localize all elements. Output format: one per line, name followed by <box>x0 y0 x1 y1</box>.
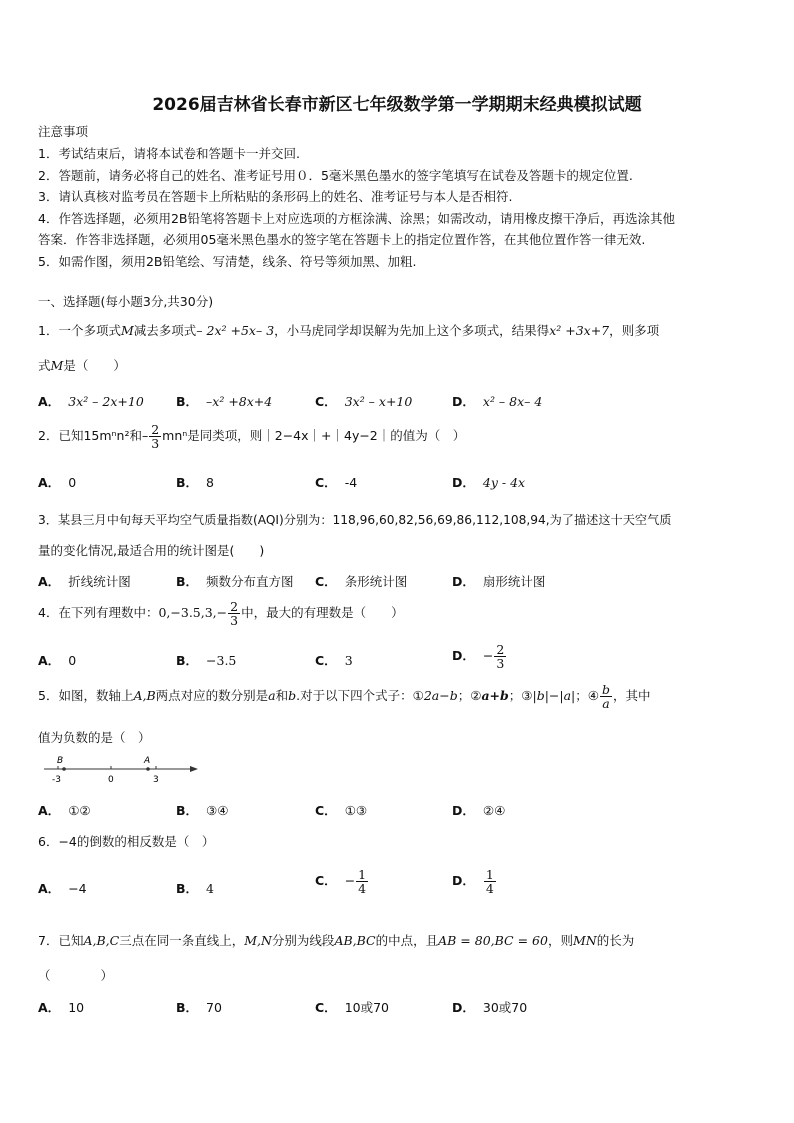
q4-option-c[interactable]: C． 3 <box>315 653 353 668</box>
notice-item-4: 4．作答选择题，必须用2B铅笔将答题卡上对应选项的方框涂满、涂黑；如需改动，请用橡皮擦干净后，再选涂其他 <box>38 211 675 226</box>
fraction: $\frac{2}{3}$ <box>151 422 160 452</box>
notice-item-1: 1．考试结束后，请将本试卷和答题卡一并交回. <box>38 146 300 161</box>
tick-label: 3 <box>153 775 159 785</box>
q3-option-d[interactable]: D． 扇形统计图 <box>452 574 546 589</box>
q6-option-c[interactable]: C． − $\frac{1}{4}$ <box>315 867 367 897</box>
section-heading: 一、选择题(每小题3分,共30分) <box>38 294 214 309</box>
q7-option-b[interactable]: B． 70 <box>176 1000 222 1015</box>
label-a: A <box>144 756 151 766</box>
tick-label: -3 <box>52 775 61 785</box>
notice-item-5: 5．如需作图，须用2B铅笔绘、写清楚，线条、符号等须加黑、加粗. <box>38 254 417 269</box>
q1-option-b[interactable]: B． –x² +8x+4 <box>176 394 273 409</box>
question-1-cont: 式M是（ ） <box>38 358 126 373</box>
q5-option-a[interactable]: A． ①② <box>38 803 91 818</box>
fraction: $\frac{2}{3}$ <box>496 642 505 672</box>
point-b <box>62 767 66 771</box>
q7-option-c[interactable]: C． 10或70 <box>315 1000 389 1015</box>
q3-option-c[interactable]: C． 条形统计图 <box>315 574 408 589</box>
q2-option-b[interactable]: B． 8 <box>176 475 214 490</box>
fraction: $\frac{1}{4}$ <box>485 867 494 897</box>
q2-option-d[interactable]: D． 4y - 4x <box>452 475 526 490</box>
number-line-figure <box>38 752 203 786</box>
label-b: B <box>57 756 64 766</box>
q4-option-a[interactable]: A． 0 <box>38 653 77 668</box>
question-4: 4．在下列有理数中：0,−3.5,3,− $\frac{2}{3}$ 中，最大的有理数是（ ） <box>38 599 404 629</box>
q2-option-a[interactable]: A． 0 <box>38 475 77 490</box>
question-3: 3．某县三月中旬每天平均空气质量指数(AQI)分别为：118,96,60,82,56,69,86,112,108,94,为了描述这十天空气质 <box>38 513 672 527</box>
q3-option-a[interactable]: A． 折线统计图 <box>38 574 131 589</box>
q2-option-c[interactable]: C． -4 <box>315 475 358 490</box>
axis-arrow-icon <box>190 766 198 772</box>
notice-item-3: 3．请认真核对监考员在答题卡上所粘贴的条形码上的姓名、准考证号与本人是否相符. <box>38 189 513 204</box>
q5-option-b[interactable]: B． ③④ <box>176 803 229 818</box>
q1-option-d[interactable]: D． x² – 8x– 4 <box>452 394 543 409</box>
q3-option-b[interactable]: B． 频数分布直方图 <box>176 574 294 589</box>
q5-option-c[interactable]: C． ①③ <box>315 803 368 818</box>
notice-item-2: 2．答题前，请务必将自己的姓名、准考证号用０．5毫米黑色墨水的签字笔填写在试卷及答题卡的规定位置. <box>38 168 633 183</box>
q6-option-d[interactable]: D． $\frac{1}{4}$ <box>452 867 494 897</box>
tick-label: 0 <box>108 775 114 785</box>
question-6: 6．−4的倒数的相反数是（ ） <box>38 834 215 849</box>
q1-option-a[interactable]: A． 3x² – 2x+10 <box>38 394 144 409</box>
question-5-cont: 值为负数的是（ ） <box>38 730 151 745</box>
q5-option-d[interactable]: D． ②④ <box>452 803 506 818</box>
question-1: 1．一个多项式M减去多项式– 2x² +5x– 3，小马虎同学却误解为先加上这个多项式，结果得x² +3x+7，则多项 <box>38 323 660 338</box>
q7-option-d[interactable]: D． 30或70 <box>452 1000 528 1015</box>
fraction: $\frac{2}{3}$ <box>230 599 239 629</box>
page-title: 2026届吉林省长春市新区七年级数学第一学期期末经典模拟试题 <box>152 95 642 115</box>
q4-option-d[interactable]: D． − $\frac{2}{3}$ <box>452 642 505 672</box>
q7-option-a[interactable]: A． 10 <box>38 1000 85 1015</box>
question-3-cont: 量的变化情况,最适合用的统计图是( ) <box>38 543 265 558</box>
notice-item-4-cont: 答案．作答非选择题，必须用05毫米黑色墨水的签字笔在答题卡上的指定位置作答，在其他位置作答一律无效. <box>38 232 646 247</box>
notice-heading: 注意事项 <box>38 124 89 139</box>
question-2: 2．已知15mⁿn²和– $\frac{2}{3}$ mnⁿ是同类项，则｜2−4x｜+｜4y−2｜的值为（ ） <box>38 422 466 452</box>
q1-option-c[interactable]: C． 3x² – x+10 <box>315 394 413 409</box>
question-7-cont: （ ） <box>38 968 114 983</box>
fraction: $\frac{1}{4}$ <box>358 867 367 897</box>
point-a <box>146 767 150 771</box>
fraction: $\frac{b}{a}$ <box>602 682 611 712</box>
q6-option-b[interactable]: B． 4 <box>176 881 214 896</box>
q4-option-b[interactable]: B． −3.5 <box>176 653 237 668</box>
question-5: 5．如图，数轴上A,B两点对应的数分别是a和b.对于以下四个式子：①2a−b；②a+b；③|b|−|a|；④ $\frac{b}{a}$ ，其中 <box>38 682 651 712</box>
question-7: 7．已知A,B,C三点在同一条直线上，M,N分别为线段AB,BC的中点，且AB = 80,BC = 60，则MN的长为 <box>38 933 635 948</box>
q6-option-a[interactable]: A． −4 <box>38 881 87 896</box>
